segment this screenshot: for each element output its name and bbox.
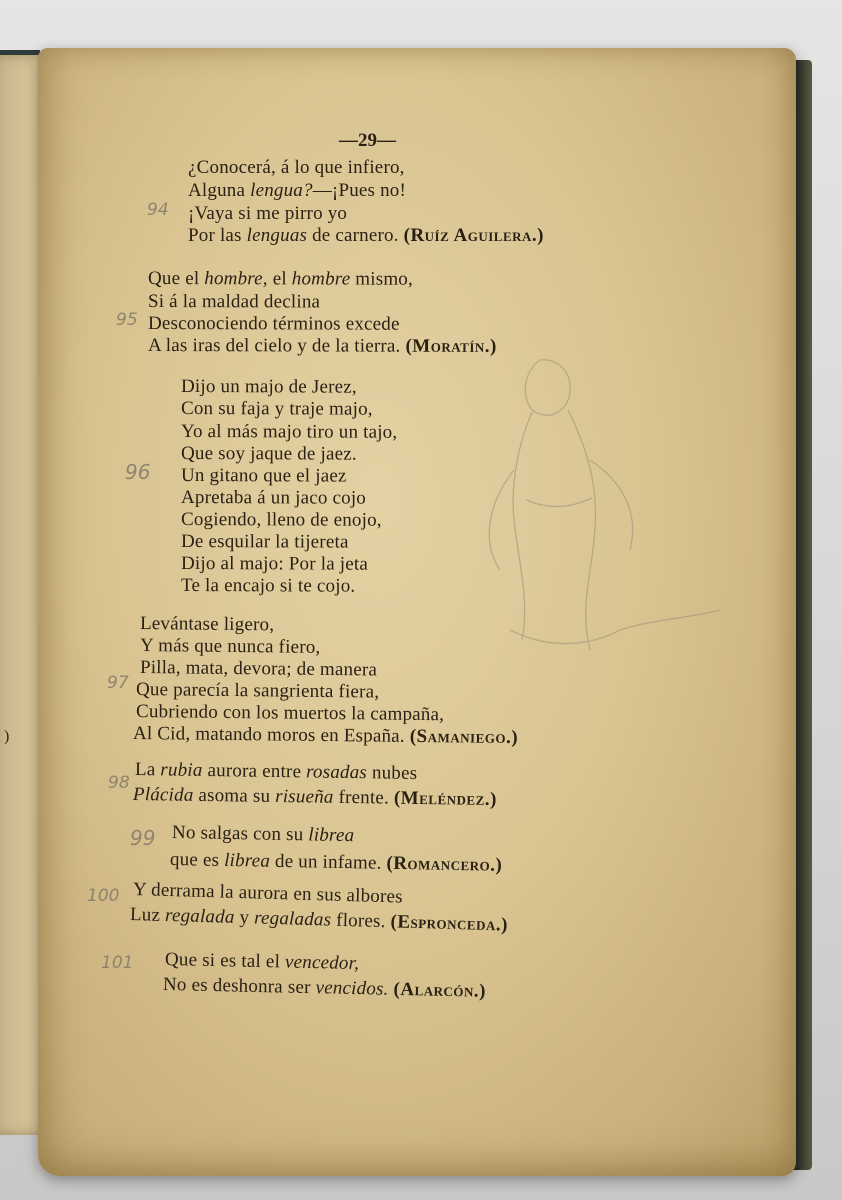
- verse-text: Levántase ligero,: [139, 613, 275, 636]
- verse-text: Dijo al majo: Por la jeta: [180, 553, 369, 575]
- verse-text: el: [267, 268, 292, 290]
- verse-line: [181, 377, 357, 397]
- italic-word: rubia: [160, 759, 203, 781]
- verse-text: y: [234, 906, 255, 929]
- verse-text: Un gitano que el jaez: [180, 465, 347, 487]
- verse-text: ¡Vaya si me pirro yo: [188, 203, 348, 224]
- verse-text: nubes: [366, 762, 418, 784]
- verse-text: Con su faja y traje majo,: [180, 398, 373, 420]
- verse-line: [188, 158, 405, 177]
- margin-note: 98: [108, 773, 130, 793]
- italic-word: vencedor,: [284, 951, 360, 975]
- italic-word: lenguas: [246, 225, 308, 246]
- verse-text: de un infame.: [269, 850, 387, 874]
- verse-line: [148, 292, 320, 311]
- verse-line: [140, 636, 321, 657]
- verse-line: [181, 576, 355, 596]
- italic-word: Plácida: [132, 784, 194, 806]
- verse-text: Cubriendo con los muertos la campaña,: [135, 701, 445, 726]
- verse-line: [181, 422, 397, 442]
- verse-text: —¡Pues no!: [312, 180, 407, 201]
- margin-note: 94: [147, 200, 169, 220]
- left-page-mark: ): [4, 728, 10, 745]
- verse-text: Yo al más majo tiro un tajo,: [180, 421, 398, 443]
- verse-text: No es deshonra ser: [162, 974, 316, 999]
- verse-text: De esquilar la tijereta: [180, 531, 349, 553]
- verse-line: [188, 226, 544, 245]
- italic-word: librea: [308, 824, 355, 847]
- margin-note: 96: [125, 460, 151, 484]
- verse-line: [181, 532, 349, 552]
- verse-line: [181, 444, 357, 464]
- verse-line: [140, 614, 274, 634]
- verse-line: [133, 724, 518, 747]
- author-attribution: (Espronceda.): [390, 911, 509, 936]
- verse-line: [181, 466, 347, 486]
- margin-note: 99: [130, 826, 156, 850]
- italic-word: lengua?: [250, 180, 313, 201]
- verse-text: frente.: [333, 786, 395, 809]
- author-attribution: (Alarcón.): [393, 978, 487, 1002]
- italic-word: regaladas: [253, 907, 332, 931]
- margin-note: 101: [101, 953, 134, 973]
- verse-text: Apretaba á un jaco cojo: [180, 487, 367, 509]
- verse-line: [148, 314, 400, 334]
- italic-word: regalada: [164, 904, 235, 928]
- verse-text: Alguna: [188, 180, 251, 201]
- italic-word: librea: [223, 849, 271, 872]
- italic-word: hombre,: [204, 268, 268, 290]
- verse-line: [148, 336, 497, 356]
- page-number: —29—: [339, 130, 396, 151]
- verse-text: Dijo un majo de Jerez,: [180, 376, 357, 398]
- verse-line: [172, 823, 355, 845]
- author-attribution: (Romancero.): [386, 852, 503, 876]
- verse-text: Al Cid, matando moros en España.: [132, 723, 410, 747]
- verse-text: Desconociendo términos excede: [147, 313, 400, 335]
- pencil-sketch-figure: [470, 350, 730, 680]
- italic-word: risueña: [275, 785, 334, 808]
- verse-text: A las iras del cielo y de la tierra.: [147, 335, 406, 357]
- verse-text: que es: [169, 849, 225, 871]
- verse-line: [181, 554, 368, 574]
- italic-word: hombre: [291, 268, 351, 290]
- verse-line: [181, 488, 366, 508]
- author-attribution: (Moratín.): [405, 335, 497, 357]
- italic-word: vencidos.: [315, 977, 389, 1000]
- verse-line: [188, 204, 347, 223]
- verse-text: Y derrama la aurora en sus albores: [132, 879, 404, 908]
- verse-text: La: [134, 759, 161, 781]
- margin-note: 100: [87, 886, 120, 906]
- verse-line: [188, 181, 406, 200]
- verse-line: [140, 658, 377, 679]
- author-attribution: (Meléndez.): [393, 787, 498, 811]
- verse-line: [133, 785, 497, 809]
- author-attribution: (Samaniego.): [409, 725, 519, 749]
- verse-text: Luz: [129, 904, 166, 926]
- verse-line: [136, 680, 379, 702]
- margin-note: 97: [107, 673, 129, 693]
- margin-note: 95: [116, 310, 138, 330]
- verse-text: Cogiendo, lleno de enojo,: [180, 509, 382, 531]
- verse-text: No salgas con su: [171, 822, 309, 846]
- verse-line: [165, 950, 359, 973]
- author-attribution: (Ruíz Aguilera.): [403, 225, 544, 246]
- verse-text: flores.: [330, 909, 391, 933]
- verse-text: de carnero.: [307, 225, 404, 246]
- verse-text: Por las: [188, 225, 247, 246]
- italic-word: rosadas: [305, 761, 368, 784]
- verse-text: Que el: [147, 268, 205, 290]
- verse-text: Que soy jaque de jaez.: [180, 443, 357, 465]
- verse-text: Y más que nunca fiero,: [139, 635, 321, 658]
- verse-line: [136, 702, 444, 724]
- verse-line: [181, 399, 373, 419]
- verse-text: asoma su: [193, 784, 276, 807]
- verse-text: aurora entre: [202, 759, 307, 783]
- verse-text: Que parecía la sangrienta fiera,: [135, 679, 380, 703]
- verse-text: Pilla, mata, devora; de manera: [139, 657, 378, 681]
- verse-line: [181, 510, 382, 530]
- verse-text: ¿Conocerá, á lo que infiero,: [188, 157, 405, 178]
- verse-text: mismo,: [350, 268, 414, 290]
- verse-text: Que si es tal el: [164, 949, 286, 973]
- verse-line: [148, 269, 413, 289]
- verse-text: Si á la maldad declina: [147, 291, 321, 313]
- verse-text: Te la encajo si te cojo.: [180, 575, 356, 597]
- verse-line: [135, 760, 418, 783]
